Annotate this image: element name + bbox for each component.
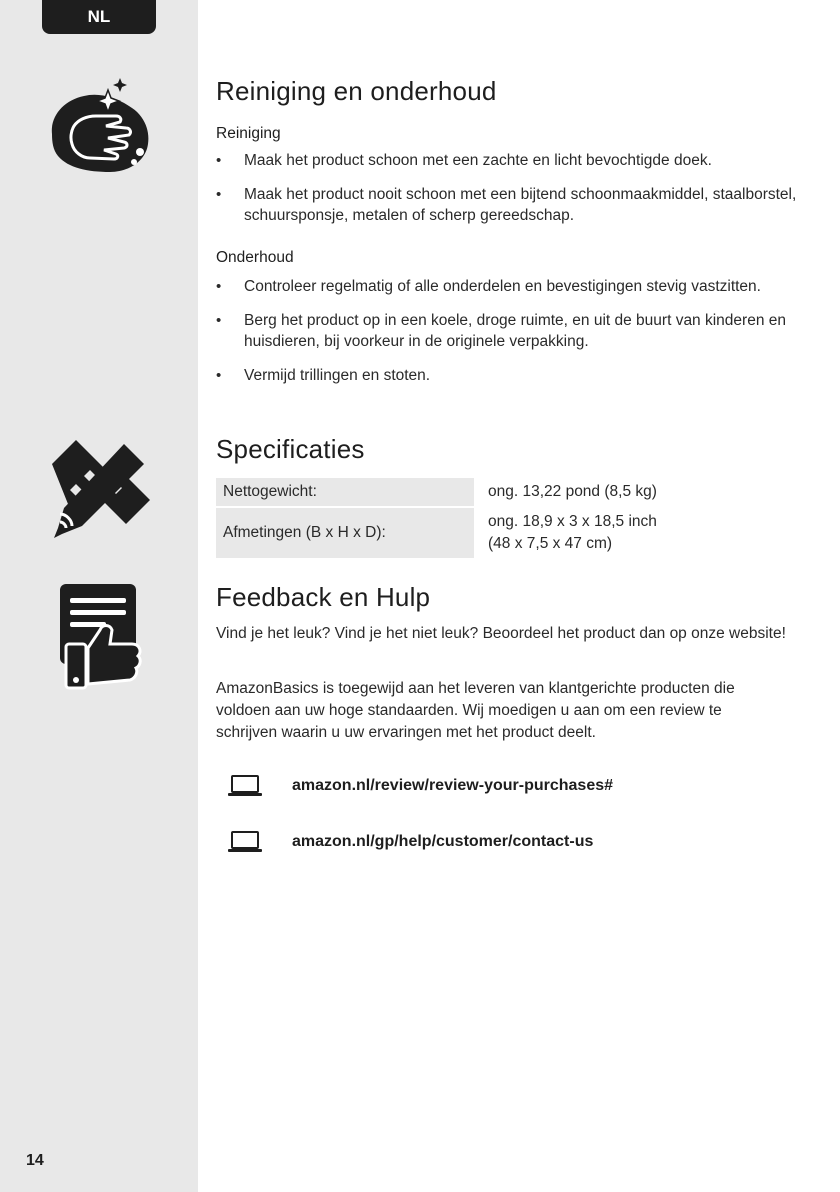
spec-label: Afmetingen (B x H x D): <box>216 508 474 558</box>
maintenance-heading: Onderhoud <box>216 249 294 266</box>
contact-link[interactable]: amazon.nl/gp/help/customer/contact-us <box>292 833 594 850</box>
spec-label: Nettogewicht: <box>216 478 474 506</box>
sidebar <box>0 0 198 1192</box>
list-item: • Vermijd trillingen en stoten. <box>216 365 816 386</box>
laptop-icon <box>228 831 262 853</box>
cleaning-title: Reiniging en onderhoud <box>216 76 497 106</box>
spec-value: ong. 13,22 pond (8,5 kg) <box>488 483 657 500</box>
specs-title: Specificaties <box>216 434 365 464</box>
thumbs-up-review-icon <box>58 584 142 690</box>
list-item: • Berg het product op in een koele, droge ruimte, en uit de buurt van kinderen en huisdieren, bij voorkeur in de originele verpakking. <box>216 310 816 352</box>
list-item: • Controleer regelmatig of alle onderdelen en bevestigingen stevig vastzitten. <box>216 276 816 297</box>
feedback-paragraph: AmazonBasics is toegewijd aan het leveren van klantgerichte producten die voldoen aan uw hoge standaarden. Wij moedigen u aan om een review te schrijven waarin u uw ervaringen met het product deelt. <box>216 680 735 741</box>
contact-link-row <box>228 831 593 853</box>
maintenance-list <box>216 276 816 399</box>
feedback-paragraph: Vind je het leuk? Vind je het niet leuk? Beoordeel het product dan op onze website! <box>216 625 786 642</box>
list-item: • Maak het product nooit schoon met een bijtend schoonmaakmiddel, staalborstel, schuursponsje, metalen of scherp gereedschap. <box>216 184 816 226</box>
ruler-pencil-icon <box>46 434 152 542</box>
laptop-icon <box>228 775 262 797</box>
page-number: 14 <box>26 1152 44 1169</box>
list-item: • Maak het product schoon met een zachte en licht bevochtigde doek. <box>216 150 816 171</box>
table-row <box>216 508 796 558</box>
language-badge: NL <box>42 0 156 34</box>
review-link-row <box>228 775 613 797</box>
table-row <box>216 478 796 506</box>
cleaning-list <box>216 150 816 239</box>
hand-wiping-icon <box>44 76 156 176</box>
review-link[interactable]: amazon.nl/review/review-your-purchases# <box>292 777 614 794</box>
feedback-title: Feedback en Hulp <box>216 582 431 612</box>
cleaning-heading: Reiniging <box>216 125 281 142</box>
spec-value: ong. 18,9 x 3 x 18,5 inch (48 x 7,5 x 47 cm) <box>488 513 657 552</box>
specs-table <box>216 478 796 560</box>
